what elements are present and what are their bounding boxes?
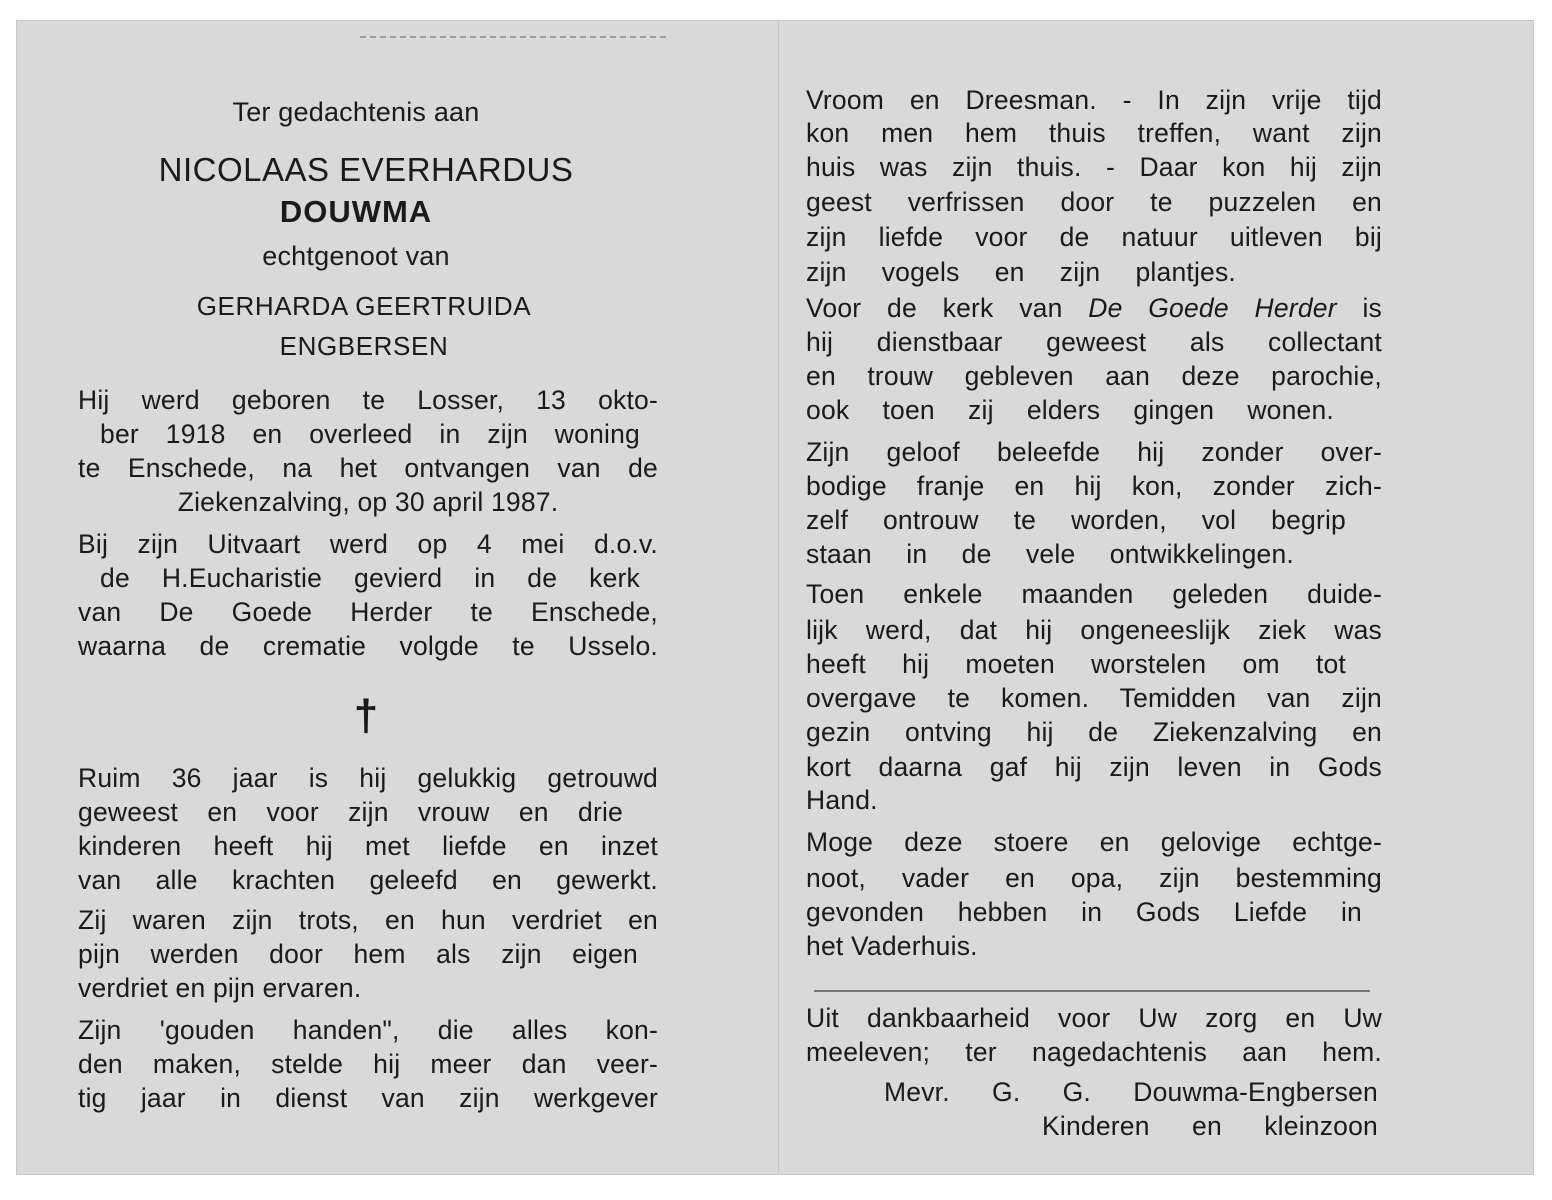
- cross-icon: †: [353, 691, 379, 740]
- hands-line: den maken, stelde hij meer dan veer-: [78, 1049, 658, 1079]
- bio-line: Ziekenzalving, op 30 april 1987.: [177, 487, 559, 517]
- illness-line: kort daarna gaf hij zijn leven in Gods: [806, 752, 1382, 782]
- wish-line: Moge deze stoere en gelovige echtge-: [806, 827, 1382, 857]
- intro-text: Ter gedachtenis aan: [232, 97, 480, 127]
- church-line: hij dienstbaar geweest als collectant: [806, 327, 1382, 357]
- deceased-surname: DOUWMA: [279, 194, 433, 229]
- bio-line: Hij werd geboren te Losser, 13 okto-: [78, 385, 658, 415]
- wish-line: noot, vader en opa, zijn bestemming: [806, 863, 1382, 893]
- funeral-line: Bij zijn Uitvaart werd op 4 mei d.o.v.: [78, 529, 658, 559]
- hobby-line: zijn liefde voor de natuur uitleven bij: [806, 222, 1382, 252]
- funeral-line: van De Goede Herder te Enschede,: [78, 597, 658, 627]
- hobby-line: huis was zijn thuis. - Daar kon hij zijn: [806, 152, 1382, 182]
- wish-line: gevonden hebben in Gods Liefde in: [806, 897, 1362, 927]
- illness-line: overgave te komen. Temidden van zijn: [806, 683, 1382, 713]
- spouse-surname: ENGBERSEN: [279, 331, 449, 361]
- faith-line: Zijn geloof beleefde hij zonder over-: [806, 437, 1382, 467]
- pride-line: pijn werden door hem als zijn eigen: [78, 939, 638, 969]
- deceased-first-names: NICOLAAS EVERHARDUS: [158, 151, 574, 188]
- spouse-first-names: GERHARDA GEERTRUIDA: [196, 291, 532, 321]
- marriage-line: geweest en voor zijn vrouw en drie: [78, 797, 623, 827]
- marriage-line: Ruim 36 jaar is hij gelukkig getrouwd: [78, 763, 658, 793]
- illness-line: lijk werd, dat hij ongeneeslijk ziek was: [806, 615, 1382, 645]
- hobby-line: kon men hem thuis treffen, want zijn: [806, 118, 1382, 148]
- pride-line: verdriet en pijn ervaren.: [78, 973, 362, 1003]
- faith-line: staan in de vele ontwikkelingen.: [806, 539, 1294, 569]
- funeral-line: de H.Eucharistie gevierd in de kerk: [100, 563, 640, 593]
- illness-line: Toen enkele maanden geleden duide-: [806, 579, 1382, 609]
- hobby-line: Vroom en Dreesman. - In zijn vrije tijd: [806, 85, 1382, 115]
- bio-line: ber 1918 en overleed in zijn woning: [100, 419, 640, 449]
- marriage-line: kinderen heeft hij met liefde en inzet: [78, 831, 658, 861]
- funeral-line: waarna de crematie volgde te Usselo.: [78, 631, 658, 661]
- spouse-intro: echtgenoot van: [262, 241, 450, 271]
- print-mark: [360, 36, 670, 38]
- pride-line: Zij waren zijn trots, en hun verdriet en: [78, 905, 658, 935]
- marriage-line: van alle krachten geleefd en gewerkt.: [78, 865, 658, 895]
- thanks-line: meeleven; ter nagedachtenis aan hem.: [806, 1037, 1382, 1067]
- wish-line: het Vaderhuis.: [806, 931, 978, 961]
- hands-line: tig jaar in dienst van zijn werkgever: [78, 1083, 658, 1113]
- church-line-end: is: [1336, 293, 1382, 323]
- church-line: [806, 292, 1382, 324]
- signature-line: Mevr. G. G. Douwma-Engbersen: [884, 1077, 1378, 1107]
- signature-line: Kinderen en kleinzoon: [1042, 1111, 1378, 1141]
- church-line-text: Voor de kerk van: [806, 293, 1089, 323]
- faith-line: bodige franje en hij kon, zonder zich-: [806, 471, 1382, 501]
- divider-rule: [814, 990, 1370, 992]
- hobby-line: geest verfrissen door te puzzelen en: [806, 187, 1382, 217]
- illness-line: heeft hij moeten worstelen om tot: [806, 649, 1346, 679]
- church-name: De Goede Herder: [1088, 293, 1337, 323]
- illness-line: Hand.: [806, 785, 878, 815]
- church-line: ook toen zij elders gingen wonen.: [806, 395, 1334, 425]
- hobby-line: zijn vogels en zijn plantjes.: [806, 257, 1236, 287]
- card-fold: [778, 20, 780, 1175]
- church-line: en trouw gebleven aan deze parochie,: [806, 361, 1382, 391]
- hands-line: Zijn 'gouden handen", die alles kon-: [78, 1015, 658, 1045]
- faith-line: zelf ontrouw te worden, vol begrip: [806, 505, 1346, 535]
- bio-line: te Enschede, na het ontvangen van de: [78, 453, 658, 483]
- illness-line: gezin ontving hij de Ziekenzalving en: [806, 717, 1382, 747]
- thanks-line: Uit dankbaarheid voor Uw zorg en Uw: [806, 1003, 1382, 1033]
